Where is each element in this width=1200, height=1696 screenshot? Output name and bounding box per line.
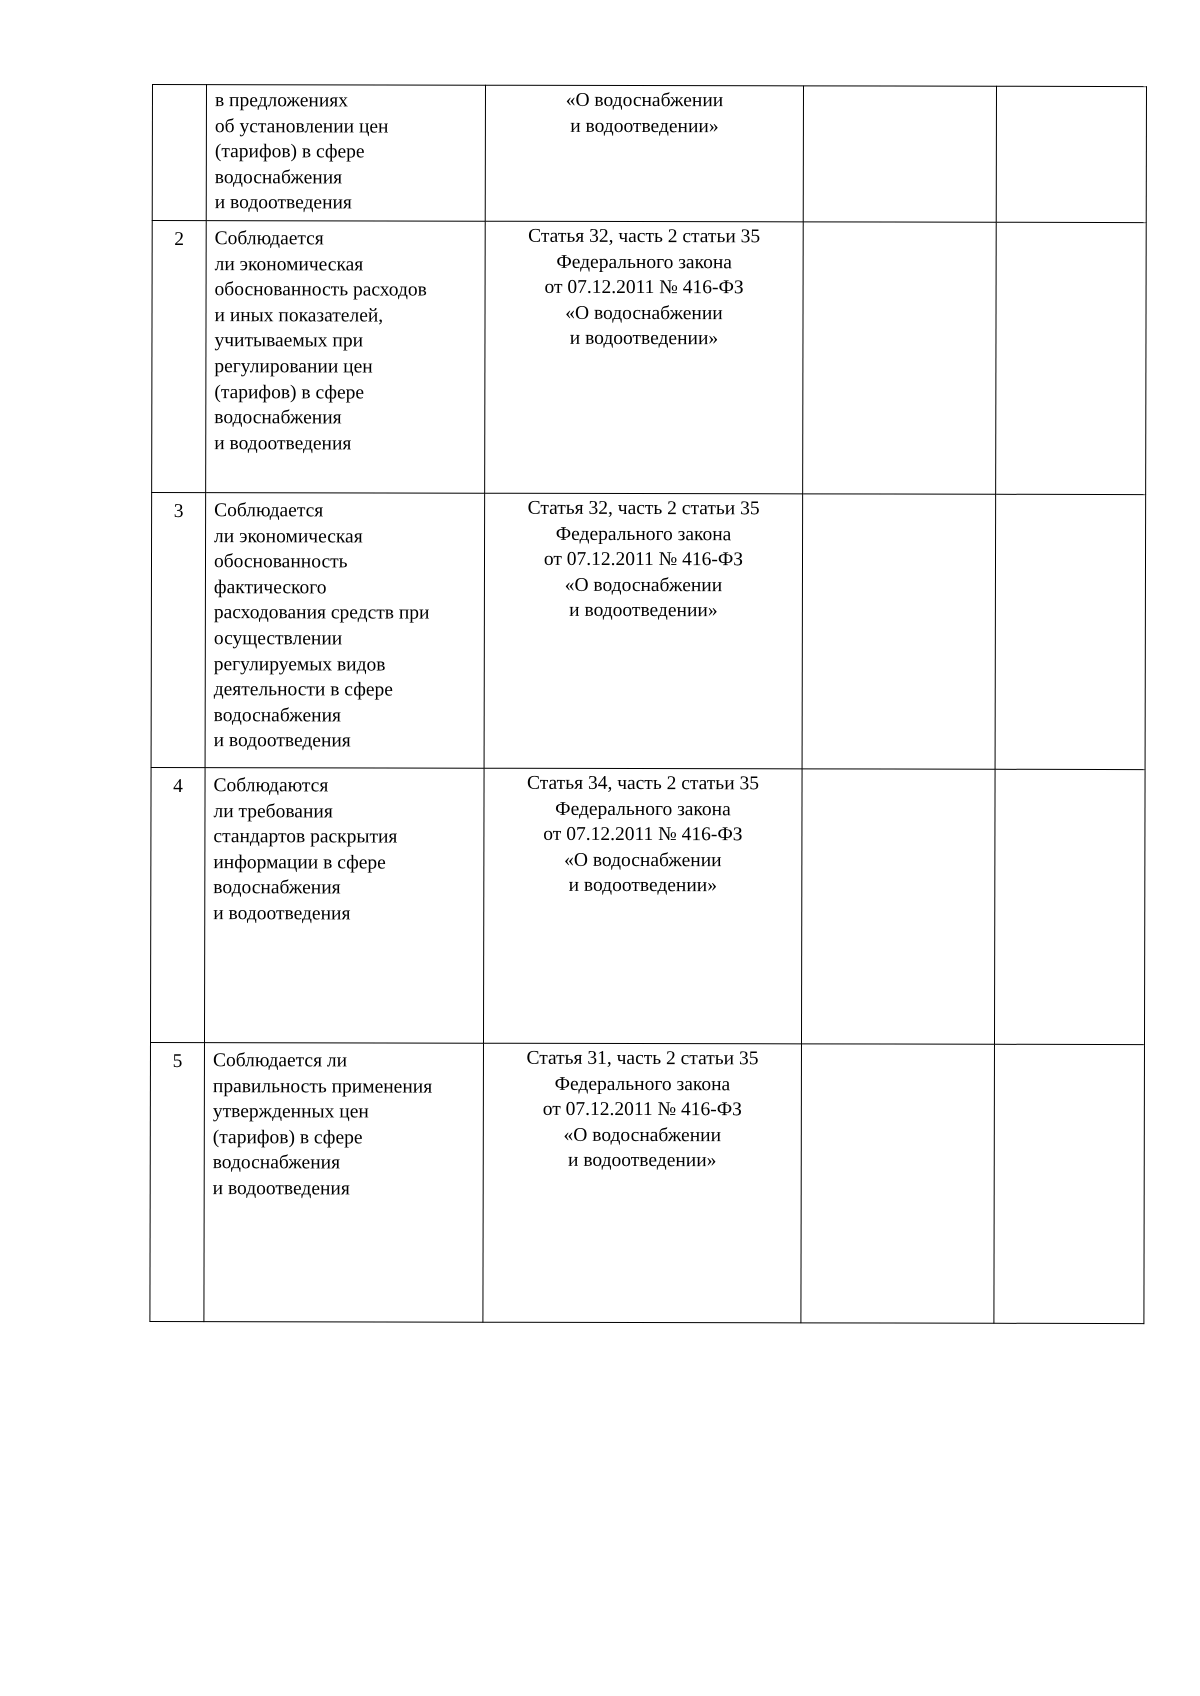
reference-line: «О водоснабжении <box>565 302 723 324</box>
question-line: Соблюдаются <box>213 775 329 797</box>
question-line: фактического <box>213 576 327 599</box>
note-cell <box>994 769 1145 1044</box>
row-number: 4 <box>173 776 183 798</box>
row-number: 5 <box>172 1051 183 1073</box>
question-line: водоснабжения <box>214 407 342 429</box>
reference-line: и водоотведении» <box>570 115 719 137</box>
row-number: 3 <box>173 501 184 523</box>
reference-line: Федерального закона <box>555 523 732 545</box>
question-line: учитываемых при <box>214 330 364 352</box>
row-number-cell <box>152 221 207 493</box>
table-row <box>150 1042 1145 1323</box>
reference-cell <box>485 221 804 494</box>
note-cell <box>994 1044 1145 1323</box>
question-line: и водоотведения <box>213 730 351 752</box>
reference-line: и водоотведении» <box>569 600 718 622</box>
reference-cell <box>485 85 803 222</box>
reference-line: «О водоснабжении <box>564 849 722 871</box>
checklist-table <box>149 84 1147 1324</box>
reference-line: «О водоснабжении <box>565 89 724 112</box>
question-line: и водоотведения <box>213 903 351 925</box>
question-line: и водоотведения <box>214 432 352 455</box>
question-line: ли экономическая <box>214 525 363 548</box>
reference-line: Федерального закона <box>555 798 731 820</box>
reference-cell <box>484 493 803 769</box>
question-line: в предложениях <box>214 90 349 112</box>
question-cell <box>206 221 486 494</box>
reference-cell <box>483 768 802 1044</box>
answer-cell <box>803 222 997 494</box>
reference-line: Федерального закона <box>556 251 732 273</box>
reference-cell <box>483 1043 802 1323</box>
reference-line: «О водоснабжении <box>563 1124 722 1146</box>
reference-line: Федерального закона <box>554 1073 731 1095</box>
question-line: обоснованность <box>213 551 348 573</box>
answer-cell <box>801 1044 995 1323</box>
question-line: расходования средств при <box>213 602 430 624</box>
note-cell <box>996 86 1146 222</box>
table-row <box>150 767 1145 1044</box>
reference-line: «О водоснабжении <box>564 574 723 596</box>
question-line: и иных показателей, <box>214 304 384 327</box>
question-line: правильность применения <box>212 1075 433 1098</box>
question-cell <box>206 85 485 222</box>
question-line: водоснабжения <box>213 704 342 727</box>
row-number-cell <box>152 85 206 221</box>
question-line: водоснабжения <box>214 166 343 189</box>
reference-line: Статья 31, часть 2 статьи 35 <box>526 1047 759 1070</box>
question-line: водоснабжения <box>213 877 341 899</box>
row-number-cell <box>150 1042 205 1321</box>
question-line: регулировании цен <box>214 356 373 378</box>
question-line: Соблюдается <box>214 228 324 250</box>
question-line: Соблюдается <box>214 500 324 522</box>
reference-line: от 07.12.2011 № 416-ФЗ <box>542 1099 742 1121</box>
note-cell <box>995 494 1146 769</box>
answer-cell <box>803 86 996 222</box>
reference-line: и водоотведении» <box>569 328 719 350</box>
table-row <box>152 85 1146 223</box>
answer-cell <box>802 494 996 769</box>
question-line: (тарифов) в сфере <box>214 141 365 163</box>
question-cell <box>205 493 485 769</box>
reference-line: от 07.12.2011 № 416-ФЗ <box>543 824 743 846</box>
note-cell <box>996 222 1147 494</box>
question-line: и водоотведения <box>214 192 352 214</box>
table-row <box>152 221 1147 495</box>
question-line: деятельности в сфере <box>213 679 393 701</box>
reference-line: и водоотведении» <box>568 1150 717 1172</box>
reference-line: и водоотведении» <box>568 875 718 897</box>
reference-line: Статья 32, часть 2 статьи 35 <box>528 225 761 248</box>
question-line: Соблюдается ли <box>212 1050 348 1072</box>
question-line: утвержденных цен <box>212 1101 369 1123</box>
question-line: информации в сфере <box>213 851 386 874</box>
reference-line: Статья 32, часть 2 статьи 35 <box>527 497 760 520</box>
question-line: стандартов раскрытия <box>213 826 398 848</box>
answer-cell <box>801 769 995 1044</box>
table-row <box>151 493 1146 770</box>
question-line: ли требования <box>213 800 333 822</box>
reference-line: Статья 34, часть 2 статьи 35 <box>527 772 760 795</box>
row-number-cell <box>151 493 206 768</box>
question-line: (тарифов) в сфере <box>212 1126 363 1149</box>
question-line: об установлении цен <box>214 115 389 138</box>
question-line: водоснабжения <box>212 1152 341 1174</box>
question-line: обоснованность расходов <box>214 279 427 301</box>
question-line: (тарифов) в сфере <box>214 381 365 404</box>
row-number: 2 <box>174 229 185 251</box>
question-line: осуществлении <box>213 628 343 650</box>
question-line: ли экономическая <box>214 253 364 276</box>
question-line: и водоотведения <box>212 1178 350 1200</box>
question-cell <box>204 768 484 1044</box>
question-cell <box>204 1043 484 1323</box>
reference-line: от 07.12.2011 № 416-ФЗ <box>543 549 744 571</box>
reference-line: от 07.12.2011 № 416-ФЗ <box>544 277 744 299</box>
question-line: регулируемых видов <box>213 653 386 676</box>
row-number-cell <box>150 767 205 1042</box>
